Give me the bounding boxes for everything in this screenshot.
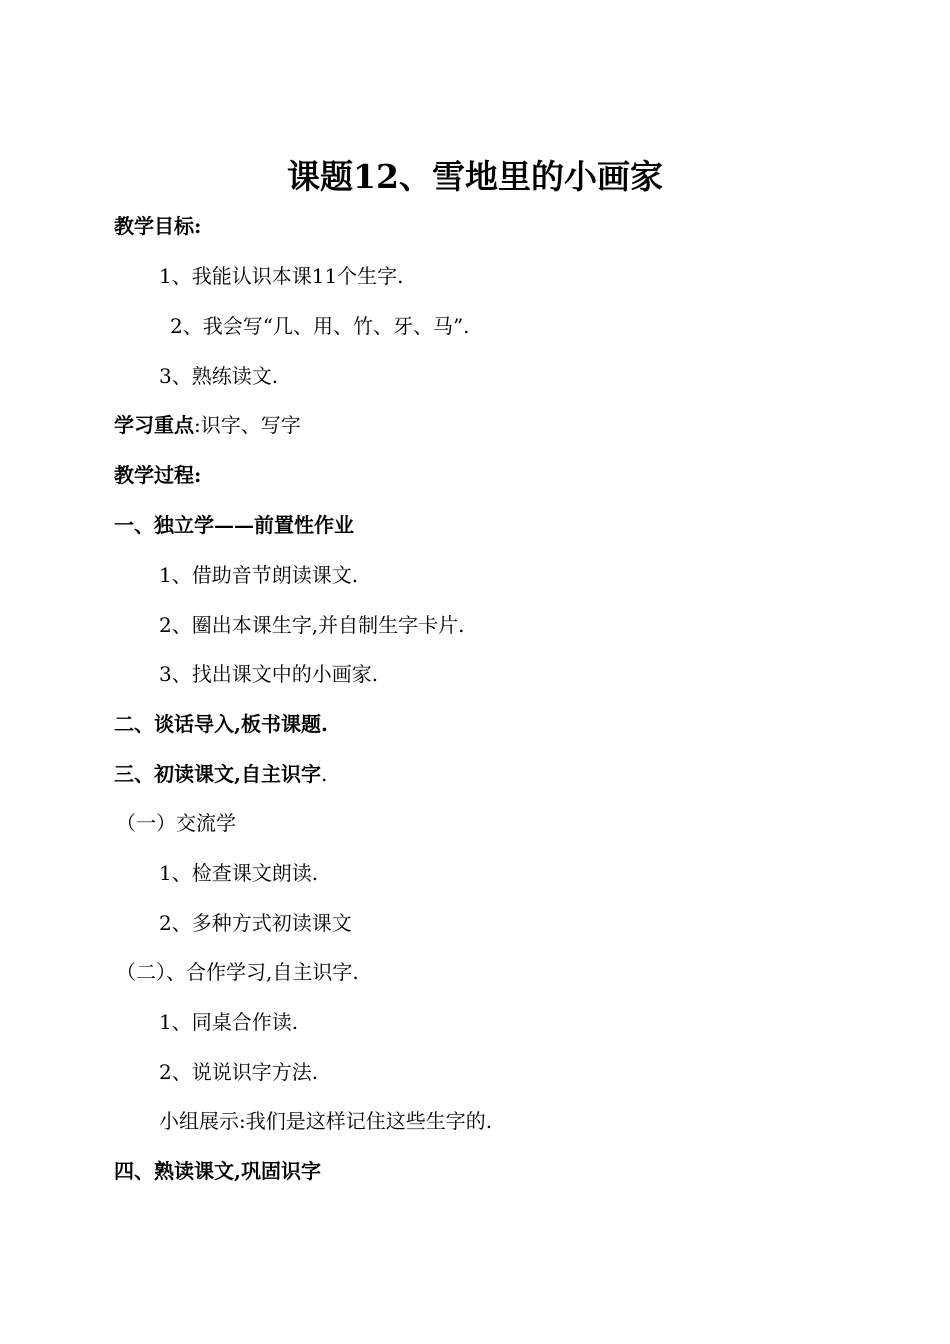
- section-3-heading: 三、初读课文,自主识字: [114, 762, 321, 786]
- goal-item-3: 3、熟练读文.: [159, 364, 279, 388]
- section-3-heading-line: [114, 759, 327, 789]
- section-4-heading: 四、熟读课文,巩固识字: [114, 1159, 321, 1183]
- section-2-heading: 二、谈话导入,板书课题.: [114, 712, 328, 736]
- section-1-heading: 一、独立学——前置性作业: [114, 513, 354, 537]
- section-1-item-2: 2、圈出本课生字,并自制生字卡片.: [159, 613, 465, 637]
- goal-item-1: 1、我能认识本课11个生字.: [159, 264, 404, 288]
- part-1-item-2: 2、多种方式初读课文: [159, 911, 352, 935]
- section-1-item-1: 1、借助音节朗读课文.: [159, 563, 359, 587]
- part-2-item-2: 2、说说识字方法.: [159, 1060, 319, 1084]
- process-heading: 教学过程:: [114, 463, 202, 487]
- focus-label: 学习重点: [114, 413, 194, 437]
- goal-item-2: 2、我会写“几、用、竹、牙、马”.: [170, 314, 470, 338]
- part-2-heading: （二）、合作学习,自主识字.: [116, 960, 359, 984]
- goals-heading: 教学目标:: [114, 214, 202, 238]
- focus-line: [114, 410, 301, 440]
- section-1-item-3: 3、找出课文中的小画家.: [159, 662, 379, 686]
- section-3-heading-suffix: .: [320, 762, 328, 786]
- part-2-note: 小组展示:我们是这样记住这些生字的.: [159, 1109, 493, 1133]
- page-title: 课题12、雪地里的小画家: [287, 157, 663, 196]
- focus-text: :识字、写字: [194, 413, 301, 437]
- part-2-item-1: 1、同桌合作读.: [159, 1010, 299, 1034]
- part-1-item-1: 1、检查课文朗读.: [159, 861, 319, 885]
- part-1-heading: （一）交流学: [116, 811, 236, 835]
